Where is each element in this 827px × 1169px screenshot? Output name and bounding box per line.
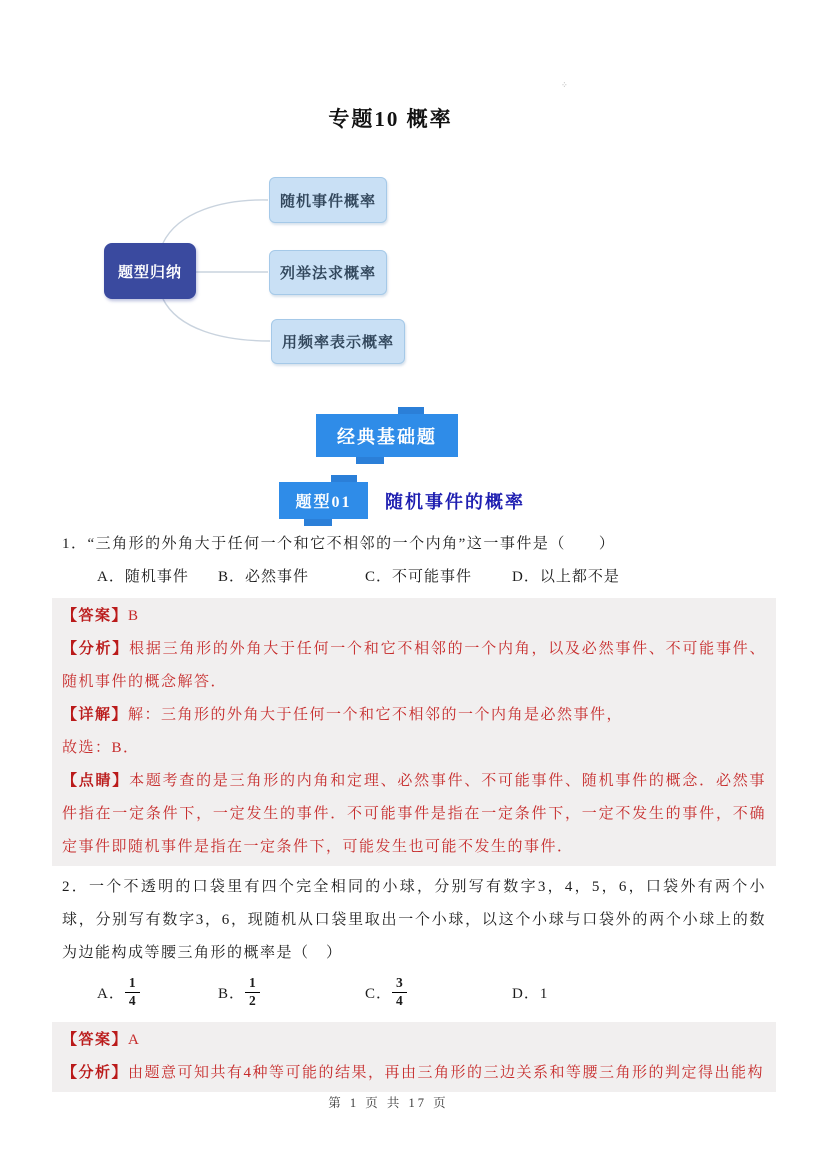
badge-top-tab: [331, 475, 357, 482]
type-badge: [279, 482, 368, 519]
banner-bottom-tab: [356, 457, 384, 464]
question-2-number: 2．: [62, 879, 90, 895]
question-1-answer-block: [52, 598, 776, 866]
badge-bottom-tab: [304, 519, 332, 526]
type-badge-label: 题型01: [295, 494, 352, 511]
analysis-line: 【分析】根据三角形的外角大于任何一个和它不相邻的一个内角，以及必然事件、不可能事件、随机事件的概念解答．: [62, 641, 766, 690]
type-title: 随机事件的概率: [385, 492, 525, 512]
option-c: C．不可能事件: [365, 569, 473, 585]
mindmap: [0, 0, 827, 420]
conclusion-line: 故选：B．: [62, 740, 140, 756]
analysis-line: 【分析】由题意可知共有4种等可能的结果，再由三角形的三边关系和等腰三角形的判定得出能构: [62, 1065, 765, 1081]
mindmap-node-frequency: 用频率表示概率: [271, 319, 405, 364]
mindmap-root-node: 题型归纳: [104, 243, 196, 299]
option-b: B．必然事件: [218, 569, 310, 585]
question-1-number: 1．: [62, 536, 88, 552]
option-a: A．随机事件: [97, 569, 189, 585]
mindmap-node-random-events: 随机事件概率: [269, 177, 387, 223]
mindmap-node-enumeration: 列举法求概率: [269, 250, 387, 295]
option-d: D．1: [512, 985, 549, 1002]
option-d: D．以上都不是: [512, 569, 620, 585]
answer-line: 【答案】B: [62, 608, 140, 624]
question-2-answer-block: [52, 1022, 776, 1092]
section-banner: [316, 414, 458, 457]
answer-line: 【答案】A: [62, 1032, 141, 1048]
question-2-text: 2．一个不透明的口袋里有四个完全相同的小球，分别写有数字3，4，5，6，口袋外有两个小球，分别写有数字3，6，现随机从口袋里取出一个小球，以这个小球与口袋外的两个小球上的数为边能构成等腰三角形的概率是（ ）: [62, 879, 766, 961]
mindmap-connector-lines: [0, 0, 827, 420]
option-a: A． $\frac{1}{4}$: [97, 978, 218, 1011]
banner-top-tab: [398, 407, 424, 414]
page-title: 专题10 概率: [328, 107, 453, 131]
section-banner-label: 经典基础题: [337, 426, 437, 447]
option-b: B． $\frac{1}{2}$: [218, 978, 365, 1011]
question-1-text: 1．“三角形的外角大于任何一个和它不相邻的一个内角”这一事件是（ ）: [62, 536, 616, 552]
detail-line: 【详解】解：三角形的外角大于任何一个和它不相邻的一个内角是必然事件，: [62, 707, 624, 723]
option-c: C． $\frac{3}{4}$: [365, 978, 512, 1011]
question-1-options: [62, 561, 766, 594]
footer-page-number: 第 1 页 共 17 页: [328, 1096, 449, 1110]
note-line: 【点睛】本题考查的是三角形的内角和定理、必然事件、不可能事件、随机事件的概念．必然事件指在一定条件下，一定发生的事件．不可能事件是指在一定条件下，一定不发生的事件，不确定事件即随机事件是指在一定条件下，可能发生也可能不发生的事件．: [62, 773, 766, 855]
question-content: [62, 528, 766, 1097]
question-2-options: [62, 970, 766, 1018]
scan-artifact: ᠅: [560, 80, 567, 90]
